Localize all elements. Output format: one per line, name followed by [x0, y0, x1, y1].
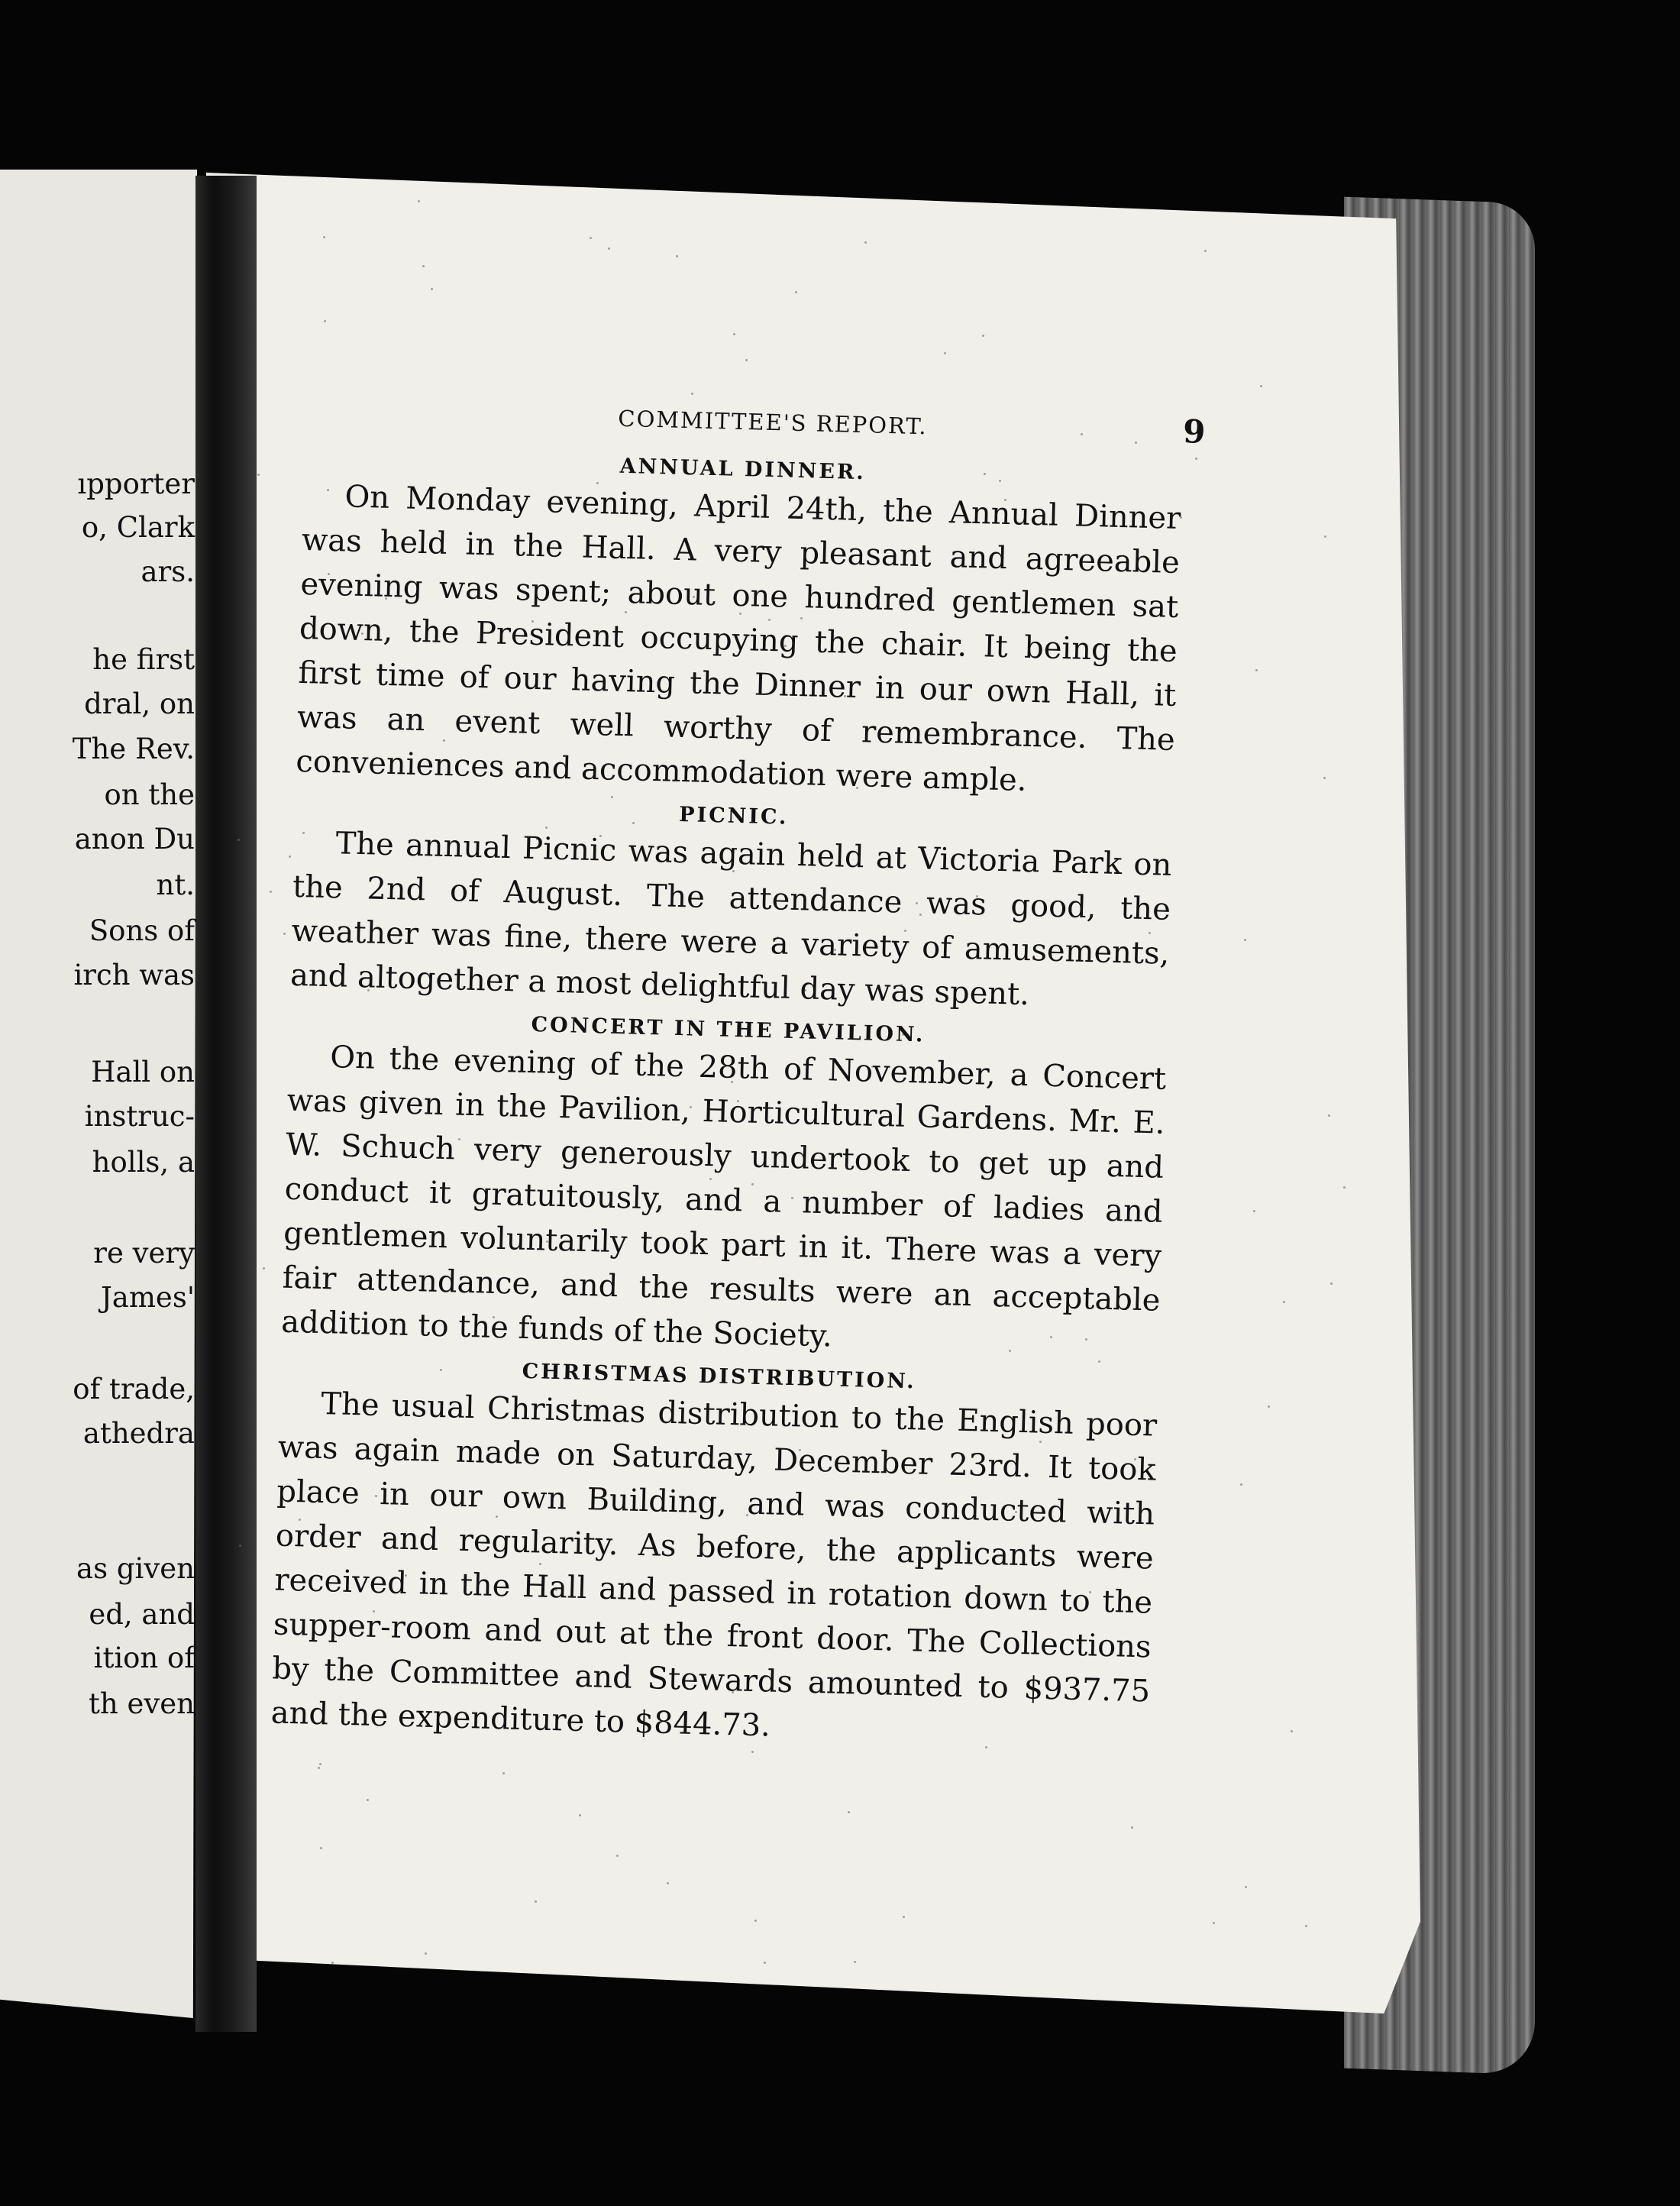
paper-speck	[237, 839, 240, 841]
left-page-line: re very	[93, 1237, 195, 1270]
section-body: The annual Picnic was again held at Victoria Park on the 2nd of August. The attendance was good, the weather was fine, there were a variety of amusements, and altogether a most delightful day was spent.	[289, 826, 1172, 1013]
paper-speck	[1328, 1114, 1330, 1117]
section-heading: ANNUAL DINNER.	[619, 454, 867, 485]
paper-speck	[502, 1772, 505, 1774]
paper-speck	[608, 247, 610, 250]
paper-speck	[1213, 1922, 1215, 1924]
paper-speck	[257, 474, 260, 476]
paper-speck	[319, 1763, 321, 1765]
left-page-line: ition of	[93, 1642, 195, 1674]
paper-speck	[1323, 777, 1326, 779]
left-page-line: holls, a	[92, 1146, 195, 1179]
paper-speck	[1324, 535, 1326, 538]
paper-speck	[854, 1961, 856, 1963]
paper-speck	[848, 1811, 850, 1813]
paper-speck	[1240, 1483, 1242, 1486]
left-page-line: ars.	[141, 555, 195, 588]
left-page-line: dral, on	[84, 687, 195, 720]
left-page-line: of trade,	[73, 1373, 195, 1405]
section-body: On the evening of the 28th of November, a Concert was given in the Pavilion, Horticultural Gardens. Mr. E. W. Schuch very generously undertook to get up and conduct it gratuitously, and a number of ladies and gentlemen voluntarily took part in it. There was a very fair attendance, and the results were an acceptable addition to the funds of the Society.	[280, 1040, 1167, 1354]
section-body: The usual Christmas distribution to the English poor was again made on Saturday, December 23rd. It took place in our own Building, and was conducted with order and regularity. As before, the applicants were received in the Hall and passed in rotation down to the supper-room and out at the front door. The Collections by the Committee and Stewards amounted to $937.75 and the expenditure to $844.73.	[270, 1386, 1158, 1744]
page-content	[270, 397, 1208, 1764]
book-gutter	[195, 176, 257, 2032]
section-heading: CHRISTMAS DISTRIBUTION.	[522, 1359, 916, 1394]
paper-speck	[754, 1920, 757, 1922]
paper-speck	[1305, 1925, 1307, 1927]
left-page-line: on the	[104, 778, 195, 811]
paper-speck	[289, 856, 291, 858]
left-page-line: anon Du	[74, 823, 195, 856]
left-page-line: ed, and	[89, 1598, 195, 1631]
paper-speck	[745, 359, 748, 361]
left-page-line: The Rev.	[72, 733, 195, 765]
section-heading: CONCERT IN THE PAVILION.	[531, 1013, 926, 1047]
left-page-line: James'	[100, 1281, 195, 1314]
left-page-line: nt.	[156, 868, 195, 901]
paper-speck	[864, 241, 867, 244]
left-page-line: irch was	[73, 959, 195, 991]
left-page-line: th even	[89, 1687, 195, 1720]
left-page	[0, 170, 197, 2018]
paper-speck	[239, 1545, 241, 1547]
running-head-title: COMMITTEE'S REPORT.	[617, 405, 929, 440]
left-page-line: Sons of	[89, 914, 195, 947]
left-page-line: Hall on	[91, 1056, 195, 1088]
left-page-line: ıpporter	[77, 467, 195, 500]
paper-speck	[418, 200, 420, 202]
left-page-line: athedra	[82, 1417, 195, 1450]
section-body: On Monday evening, April 24th, the Annual Dinner was held in the Hall. A very pleasant and agreeable evening was spent; about one hundred gentlemen sat down, the President occupying the chair. It being the first time of our having the Dinner in our own Hall, it was an event well worthy of remembrance. The conveniences and accommodation were ample.	[295, 479, 1181, 798]
section-heading: PICNIC.	[678, 803, 789, 830]
left-page-line: o, Clark	[81, 511, 195, 544]
paper-speck	[1268, 1405, 1270, 1408]
paper-speck	[616, 1855, 619, 1857]
paper-speck	[318, 1767, 320, 1769]
paper-speck	[323, 236, 325, 238]
left-page-line: instruc-	[84, 1100, 195, 1133]
paper-speck	[1244, 939, 1246, 941]
left-page-line: as given	[76, 1552, 195, 1585]
left-page-line: he first	[92, 643, 195, 676]
page-number: 9	[1182, 412, 1208, 451]
